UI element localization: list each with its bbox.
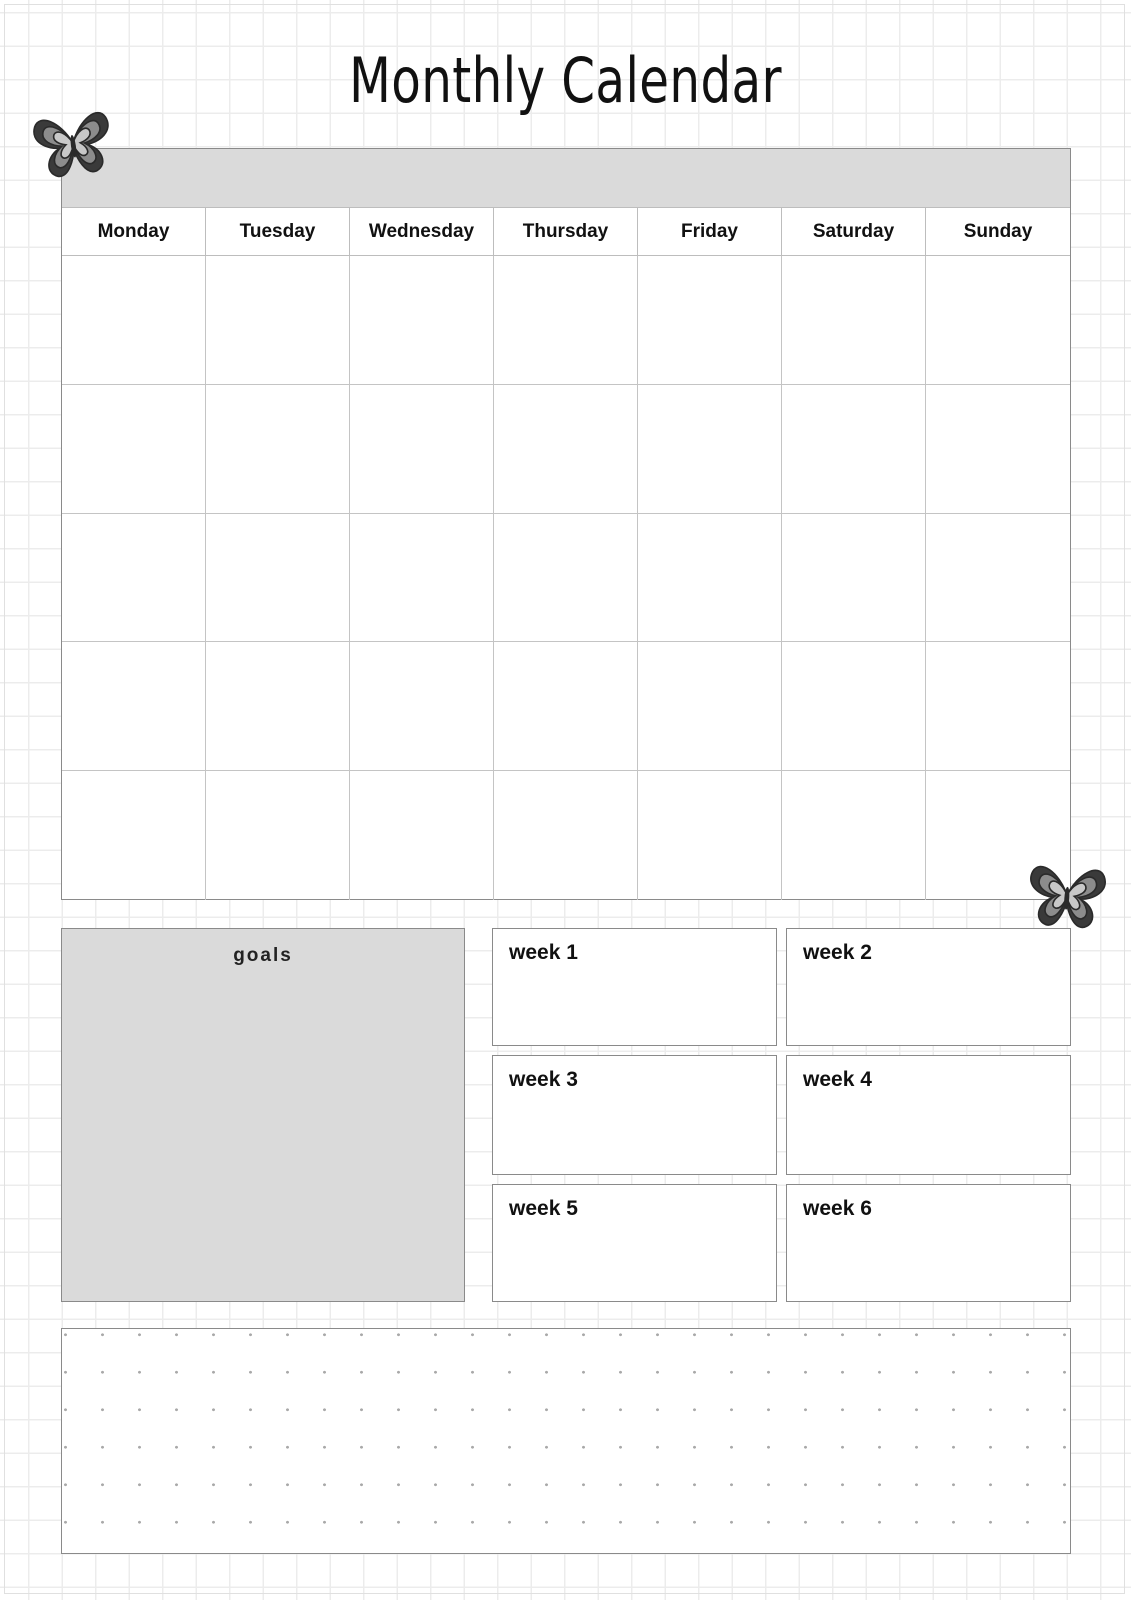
day-cell[interactable] [62,771,206,900]
weekday-thursday: Thursday [494,208,638,255]
day-cell[interactable] [494,256,638,385]
day-cell[interactable] [926,642,1070,771]
goals-label: goals [233,945,293,966]
butterfly-icon [27,99,119,188]
month-header-band [62,149,1070,207]
day-cell[interactable] [638,771,782,900]
day-cell[interactable] [350,514,494,643]
weekday-friday: Friday [638,208,782,255]
weekday-monday: Monday [62,208,206,255]
day-cell[interactable] [206,771,350,900]
calendar-grid [61,148,1071,900]
goals-box[interactable] [61,928,465,1302]
weekday-tuesday: Tuesday [206,208,350,255]
day-cell[interactable] [782,771,926,900]
dotted-notes-area[interactable] [61,1328,1071,1554]
day-cell[interactable] [494,385,638,514]
weekday-wednesday: Wednesday [350,208,494,255]
week-2-box[interactable]: week 2 [786,928,1071,1046]
day-cell[interactable] [206,256,350,385]
day-cell[interactable] [782,642,926,771]
day-cell[interactable] [350,385,494,514]
day-cell[interactable] [638,642,782,771]
day-cell[interactable] [206,514,350,643]
weekday-header-row [62,207,1070,256]
day-cell[interactable] [782,256,926,385]
day-cell[interactable] [62,514,206,643]
day-cell[interactable] [62,385,206,514]
day-cell[interactable] [926,256,1070,385]
butterfly-icon [1023,853,1110,937]
day-cell[interactable] [494,642,638,771]
day-cell[interactable] [350,642,494,771]
day-cells [62,256,1070,900]
day-cell[interactable] [494,514,638,643]
week-3-box[interactable]: week 3 [492,1055,777,1175]
day-cell[interactable] [782,385,926,514]
page-title: Monthly Calendar [349,44,782,117]
day-cell[interactable] [62,256,206,385]
weekday-sunday: Sunday [963,220,1033,242]
day-cell[interactable] [638,385,782,514]
day-cell[interactable] [926,385,1070,514]
day-cell[interactable] [350,256,494,385]
day-cell[interactable] [494,771,638,900]
week-4-box[interactable]: week 4 [786,1055,1071,1175]
weekday-saturday: Saturday [782,208,926,255]
day-cell[interactable] [638,514,782,643]
day-cell[interactable] [206,385,350,514]
day-cell[interactable] [350,771,494,900]
weeks-section [492,928,1071,1302]
day-cell[interactable] [206,642,350,771]
week-6-box[interactable]: week 6 [786,1184,1071,1302]
week-1-box[interactable]: week 1 [492,928,777,1046]
day-cell[interactable] [782,514,926,643]
day-cell[interactable] [62,642,206,771]
day-cell[interactable] [638,256,782,385]
day-cell[interactable] [926,514,1070,643]
week-5-box[interactable]: week 5 [492,1184,777,1302]
